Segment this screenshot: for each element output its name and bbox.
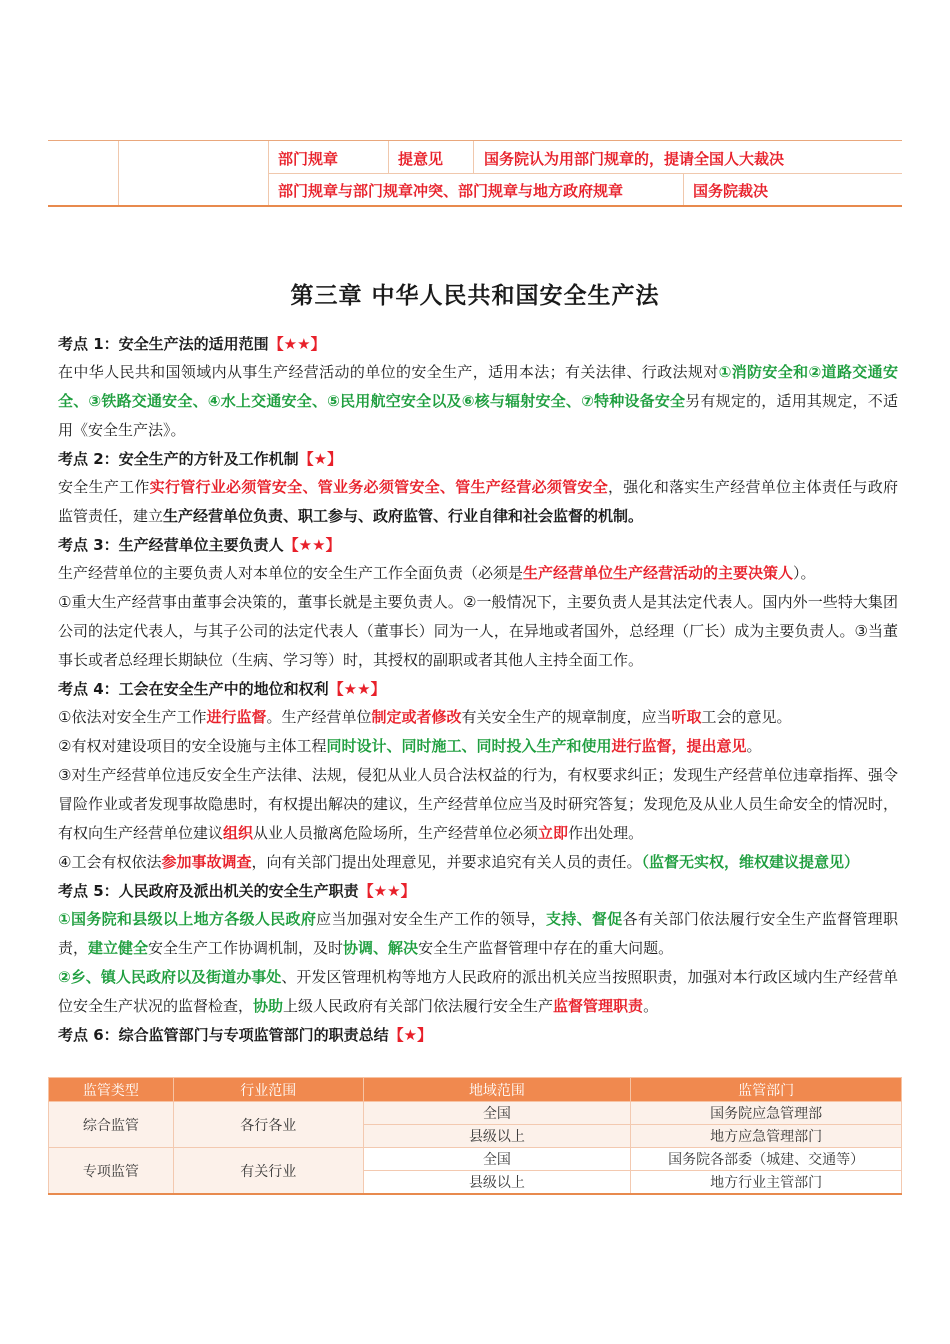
chapter-title: 第三章 中华人民共和国安全生产法 xyxy=(290,283,660,309)
section-heading xyxy=(58,445,898,473)
text: 。生产经营单位 xyxy=(266,708,372,726)
highlight-red: 参加事故调查 xyxy=(161,853,252,871)
supervision-table xyxy=(48,1077,902,1195)
highlight-green: ②乡、镇人民政府以及街道办事处 xyxy=(58,968,282,986)
text: 上级人民政府有关部门依法履行安全生产 xyxy=(283,997,554,1015)
section-heading xyxy=(58,1021,898,1049)
column-header: 地域范围 xyxy=(363,1078,631,1102)
text: ②有权对建设项目的安全设施与主体工程 xyxy=(58,737,327,755)
paragraph xyxy=(58,703,898,732)
text: 工会的意见。 xyxy=(701,708,792,726)
highlight-red: 进行监督，提出意见 xyxy=(611,737,747,755)
section-heading xyxy=(58,531,898,559)
table-cell: 国务院应急管理部 xyxy=(631,1102,902,1125)
highlight-red: 听取 xyxy=(671,708,702,726)
heading-text: 考点 6：综合监管部门与专项监管部门的职责总结 xyxy=(58,1026,389,1044)
table-divider xyxy=(683,173,684,205)
text: ④工会有权依法 xyxy=(58,853,162,871)
highlight-red: 监督管理职责 xyxy=(553,997,644,1015)
text: 安全生产工作协调机制，及时 xyxy=(148,939,344,957)
text: 作出处理。 xyxy=(568,824,644,842)
paragraph xyxy=(58,732,898,761)
text: ，向有关部门提出处理意见，并要求追究有关人员的责任。 xyxy=(251,853,642,871)
table-cell: 各行各业 xyxy=(173,1102,363,1148)
highlight-green: ①消防安全和②道路交通安全、③铁路交通安全、④水上交通安全、⑤民用航空安全以及⑥核与辐射安全、⑦特种设备安全 xyxy=(58,363,898,410)
text: ①依法对安全生产工作 xyxy=(58,708,207,726)
text: 安全生产工作 xyxy=(58,478,150,496)
highlight-red: 组织 xyxy=(223,824,254,842)
star-rating: 【★】 xyxy=(298,450,343,468)
highlight-green: 同时设计、同时施工、同时投入生产和使用 xyxy=(326,737,612,755)
section-heading xyxy=(58,877,898,905)
paragraph xyxy=(58,905,898,963)
table-divider xyxy=(388,141,389,173)
column-header: 行业范围 xyxy=(173,1078,363,1102)
paragraph: ①重大生产经营事由董事会决策的，董事长就是主要负责人。②一般情况下，主要负责人是其法定代表人。国内外一些特大集团公司的法定代表人，与其子公司的法定代表人（董事长）同为一人，在异地或者国外，总经理（厂长）成为主要负责人。③当董事长或者总经理长期缺位（生病、学习等）时，其授权的副职或者其他人主持全面工作。 xyxy=(58,593,898,669)
highlight-bold: 生产经营单位负责、职工参与、政府监管、行业自律和社会监督的机制。 xyxy=(163,507,644,525)
star-rating: 【★★】 xyxy=(358,882,416,900)
paragraph xyxy=(58,559,898,588)
paragraph xyxy=(58,761,898,848)
highlight-green: （监督无实权，维权建议提意见） xyxy=(641,853,859,871)
table-divider xyxy=(473,141,474,173)
paragraph xyxy=(58,358,898,445)
table-cell: 地方应急管理部门 xyxy=(631,1125,902,1148)
table-cell: 提意见 xyxy=(398,150,444,168)
text: 。 xyxy=(746,737,762,755)
column-header: 监管部门 xyxy=(631,1078,902,1102)
text: ，强化和落实生产经营单位主体责任与政府监管责任，建立 xyxy=(58,478,898,525)
paragraph xyxy=(58,963,898,1021)
table-divider xyxy=(118,141,119,205)
heading-text: 考点 4：工会在安全生产中的地位和权利 xyxy=(58,680,329,698)
table-row xyxy=(49,1148,902,1171)
text: 安全生产监督管理中存在的重大问题。 xyxy=(418,939,674,957)
continuation-table xyxy=(48,140,902,207)
highlight-red: 立即 xyxy=(538,824,569,842)
paragraph xyxy=(58,848,898,877)
highlight-green: 协调、解决 xyxy=(343,939,419,957)
table-cell: 部门规章与部门规章冲突、部门规章与地方政府规章 xyxy=(278,182,624,200)
chapter-content xyxy=(58,330,898,1049)
text: 。 xyxy=(643,997,659,1015)
table-cell: 县级以上 xyxy=(363,1171,631,1195)
table-cell: 地方行业主管部门 xyxy=(631,1171,902,1195)
highlight-green: 协助 xyxy=(253,997,284,1015)
heading-text: 考点 3：生产经营单位主要负责人 xyxy=(58,536,284,554)
table-cell: 全国 xyxy=(363,1148,631,1171)
column-header: 监管类型 xyxy=(49,1078,174,1102)
table-cell: 国务院裁决 xyxy=(693,182,769,200)
table-cell: 有关行业 xyxy=(173,1148,363,1195)
highlight-red: 制定或者修改 xyxy=(371,708,462,726)
table-header-row xyxy=(49,1078,902,1102)
highlight-green: ①国务院和县级以上地方各级人民政府 xyxy=(58,910,317,928)
text: 生产经营单位的主要负责人对本单位的安全生产工作全面负责（必须是 xyxy=(58,564,524,582)
section-heading xyxy=(58,330,898,358)
text: 、开发区管理机构等地方人民政府的派出机关应当按照职责，加强对本行政区域内生产经营单位安全生产状况的监督检查， xyxy=(58,968,898,1015)
highlight-green: 建立健全 xyxy=(88,939,149,957)
table-cell: 综合监管 xyxy=(49,1102,174,1148)
heading-text: 考点 1：安全生产法的适用范围 xyxy=(58,335,269,353)
table-cell: 国务院各部委（城建、交通等） xyxy=(631,1148,902,1171)
highlight-red: 生产经营单位生产经营活动的主要决策人 xyxy=(523,564,794,582)
text: ）。 xyxy=(793,564,816,582)
section-heading xyxy=(58,675,898,703)
star-rating: 【★】 xyxy=(388,1026,433,1044)
heading-text: 考点 5：人民政府及派出机关的安全生产职责 xyxy=(58,882,359,900)
table-row xyxy=(49,1102,902,1125)
text: 在中华人民共和国领域内从事生产经营活动的单位的安全生产，适用本法；有关法律、行政法规对 xyxy=(58,363,719,381)
star-rating: 【★★】 xyxy=(283,536,341,554)
table-cell: 县级以上 xyxy=(363,1125,631,1148)
text: ③对生产经营单位违反安全生产法律、法规，侵犯从业人员合法权益的行为，有权要求纠正；发现生产经营单位违章指挥、强令冒险作业或者发现事故隐患时，有权提出解决的建议，生产经营单位应当及时研究答复；发现危及从业人员生命安全的情况时，有权向生产经营单位建议 xyxy=(58,766,899,842)
table-cell: 全国 xyxy=(363,1102,631,1125)
table-cell: 部门规章 xyxy=(278,150,339,168)
star-rating: 【★★】 xyxy=(328,680,386,698)
text: 从业人员撤离危险场所，生产经营单位必须 xyxy=(253,824,539,842)
text: 各有关部门依法履行安全生产监督管理职责， xyxy=(58,910,898,957)
star-rating: 【★★】 xyxy=(268,335,326,353)
heading-text: 考点 2：安全生产的方针及工作机制 xyxy=(58,450,299,468)
table-cell: 国务院认为用部门规章的，提请全国人大裁决 xyxy=(484,150,785,168)
highlight-red: 进行监督 xyxy=(206,708,267,726)
text: 另有规定的，适用其规定，不适用《安全生产法》。 xyxy=(58,392,898,439)
text: 有关安全生产的规章制度，应当 xyxy=(461,708,672,726)
table-cell: 专项监管 xyxy=(49,1148,174,1195)
highlight-red: 实行管行业必须管安全、管业务必须管安全、管生产经营必须管安全 xyxy=(149,478,608,496)
highlight-green: 支持、督促 xyxy=(545,910,623,928)
paragraph xyxy=(58,473,898,531)
text: 应当加强对安全生产工作的领导， xyxy=(316,910,546,928)
